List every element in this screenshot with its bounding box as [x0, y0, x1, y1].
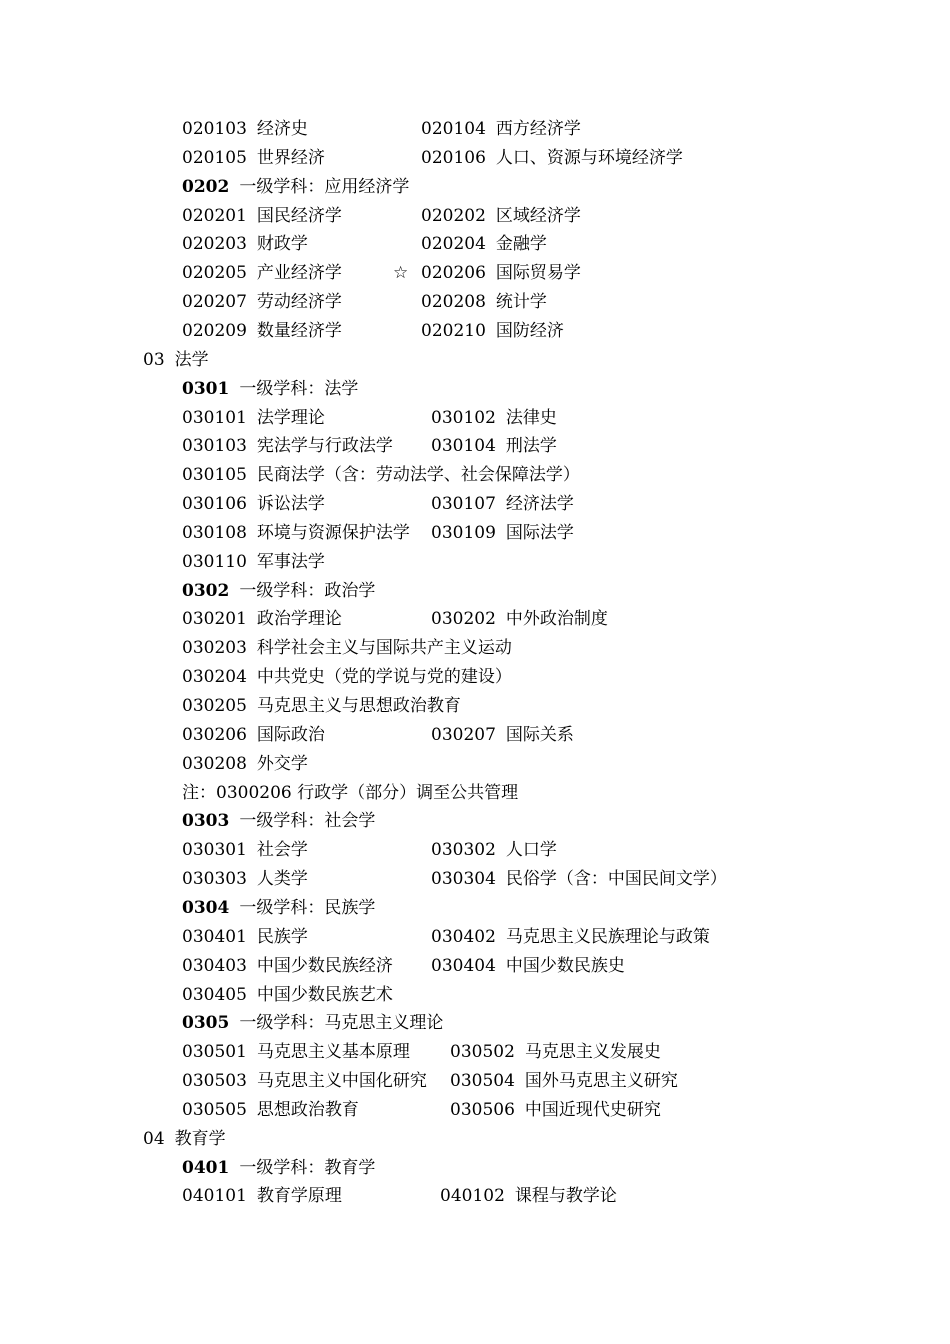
left-entry	[182, 463, 580, 487]
discipline-heading	[182, 579, 375, 603]
row-pair	[0, 232, 950, 256]
discipline-code: 030109	[431, 523, 496, 543]
discipline-code: 020201	[182, 206, 247, 226]
row-single	[0, 694, 950, 718]
discipline-name: 西方经济学	[495, 119, 581, 139]
row-single	[0, 636, 950, 660]
first-level-discipline-heading	[0, 896, 950, 920]
right-entry	[431, 521, 574, 545]
row-pair	[0, 434, 950, 458]
discipline-code: 030206	[182, 725, 247, 745]
discipline-name: 刑法学	[505, 436, 557, 456]
discipline-name: 教育学原理	[256, 1186, 342, 1206]
discipline-name: 马克思主义与思想政治教育	[256, 696, 461, 716]
discipline-name: 劳动经济学	[256, 292, 342, 312]
heading-label: 一级学科：教育学	[239, 1158, 376, 1178]
left-entry	[182, 925, 308, 949]
category-title	[143, 1127, 226, 1151]
heading-code: 0202	[182, 177, 230, 197]
row-pair	[0, 319, 950, 343]
left-entry	[182, 319, 342, 343]
discipline-code: 030303	[182, 869, 247, 889]
left-entry	[182, 867, 308, 891]
row-pair	[0, 146, 950, 170]
left-entry	[182, 954, 393, 978]
right-entry	[431, 492, 574, 516]
row-single	[0, 752, 950, 776]
discipline-name: 民商法学（含：劳动法学、社会保障法学）	[256, 465, 580, 485]
discipline-heading	[182, 1156, 375, 1180]
discipline-name: 统计学	[495, 292, 547, 312]
discipline-heading	[182, 1011, 443, 1035]
discipline-code: 030101	[182, 408, 247, 428]
discipline-code: 020204	[421, 234, 486, 254]
discipline-name: 人口、资源与环境经济学	[495, 148, 683, 168]
discipline-code: 020106	[421, 148, 486, 168]
row-pair	[0, 406, 950, 430]
discipline-name: 国际法学	[505, 523, 574, 543]
category-title	[143, 348, 209, 372]
discipline-name: 中外政治制度	[505, 609, 608, 629]
discipline-name: 中国少数民族艺术	[256, 985, 393, 1005]
discipline-name: 中国近现代史研究	[524, 1100, 661, 1120]
row-single	[0, 550, 950, 574]
left-entry	[182, 636, 512, 660]
star-icon: ☆	[393, 263, 409, 283]
discipline-name: 人类学	[256, 869, 308, 889]
left-entry	[182, 434, 393, 458]
right-entry	[421, 319, 564, 343]
heading-code: 0302	[182, 581, 230, 601]
row-pair	[0, 1069, 950, 1093]
discipline-code: 030207	[431, 725, 496, 745]
right-entry	[431, 723, 574, 747]
row-pair	[0, 521, 950, 545]
category-code: 04	[143, 1129, 165, 1149]
left-entry	[182, 1069, 427, 1093]
heading-label: 一级学科：法学	[239, 379, 359, 399]
discipline-name: 国民经济学	[256, 206, 342, 226]
discipline-code: 020203	[182, 234, 247, 254]
row-pair	[0, 867, 950, 891]
discipline-name: 宪法学与行政法学	[256, 436, 393, 456]
row-single	[0, 665, 950, 689]
category-code: 03	[143, 350, 165, 370]
discipline-code: 030203	[182, 638, 247, 658]
row-pair	[0, 261, 950, 285]
discipline-heading	[182, 377, 358, 401]
left-entry	[182, 723, 325, 747]
discipline-code: 030204	[182, 667, 247, 687]
row-pair	[0, 290, 950, 314]
row-pair	[0, 492, 950, 516]
discipline-name: 思想政治教育	[256, 1100, 359, 1120]
discipline-code: 030404	[431, 956, 496, 976]
right-entry	[431, 954, 625, 978]
discipline-name: 环境与资源保护法学	[256, 523, 410, 543]
right-entry	[431, 607, 608, 631]
heading-code: 0303	[182, 811, 230, 831]
note-line	[0, 781, 950, 805]
left-entry	[182, 492, 325, 516]
first-level-discipline-heading	[0, 1156, 950, 1180]
row-pair	[0, 838, 950, 862]
left-entry	[182, 261, 342, 285]
discipline-name: 民族学	[256, 927, 308, 947]
left-entry	[182, 607, 342, 631]
discipline-code: 030106	[182, 494, 247, 514]
left-entry	[182, 117, 308, 141]
row-pair	[0, 1098, 950, 1122]
first-level-discipline-heading	[0, 579, 950, 603]
discipline-name: 区域经济学	[495, 206, 581, 226]
note-text: 注：0300206 行政学（部分）调至公共管理	[182, 783, 519, 803]
first-level-discipline-heading	[0, 377, 950, 401]
heading-code: 0301	[182, 379, 230, 399]
left-entry	[182, 838, 308, 862]
row-pair	[0, 723, 950, 747]
left-entry	[182, 983, 393, 1007]
left-entry	[182, 521, 410, 545]
left-entry	[182, 146, 325, 170]
category-heading	[0, 1127, 950, 1151]
right-entry	[421, 146, 683, 170]
left-entry	[182, 406, 325, 430]
discipline-name: 政治学理论	[256, 609, 342, 629]
row-pair	[0, 204, 950, 228]
discipline-code: 030502	[450, 1042, 515, 1062]
discipline-code: 030302	[431, 840, 496, 860]
first-level-discipline-heading	[0, 1011, 950, 1035]
discipline-name: 国外马克思主义研究	[524, 1071, 678, 1091]
discipline-code: 030102	[431, 408, 496, 428]
right-entry	[450, 1098, 661, 1122]
discipline-name: 马克思主义发展史	[524, 1042, 661, 1062]
heading-label: 一级学科：社会学	[239, 811, 376, 831]
left-entry	[182, 665, 512, 689]
heading-label: 一级学科：应用经济学	[239, 177, 410, 197]
category-label: 法学	[174, 350, 209, 370]
discipline-code: 030105	[182, 465, 247, 485]
heading-label: 一级学科：马克思主义理论	[239, 1013, 444, 1033]
row-single	[0, 983, 950, 1007]
row-pair	[0, 1040, 950, 1064]
discipline-code: 020207	[182, 292, 247, 312]
discipline-name: 外交学	[256, 754, 308, 774]
discipline-code: 030505	[182, 1100, 247, 1120]
discipline-name: 社会学	[256, 840, 308, 860]
discipline-code: 030503	[182, 1071, 247, 1091]
discipline-code: 030205	[182, 696, 247, 716]
discipline-code: 040101	[182, 1186, 247, 1206]
left-entry	[182, 1040, 410, 1064]
left-entry	[182, 290, 342, 314]
discipline-name: 国际政治	[256, 725, 325, 745]
first-level-discipline-heading	[0, 809, 950, 833]
discipline-code: 030506	[450, 1100, 515, 1120]
category-label: 教育学	[174, 1129, 226, 1149]
discipline-code: 030402	[431, 927, 496, 947]
heading-label: 一级学科：政治学	[239, 581, 376, 601]
row-pair	[0, 1184, 950, 1208]
discipline-code: 030403	[182, 956, 247, 976]
discipline-name: 中共党史（党的学说与党的建设）	[256, 667, 512, 687]
discipline-name: 科学社会主义与国际共产主义运动	[256, 638, 512, 658]
row-pair	[0, 925, 950, 949]
left-entry	[182, 1184, 342, 1208]
discipline-code: 030108	[182, 523, 247, 543]
discipline-heading	[182, 175, 409, 199]
right-entry	[440, 1184, 617, 1208]
right-entry	[450, 1069, 678, 1093]
discipline-code: 020206	[421, 263, 486, 283]
right-entry	[431, 406, 557, 430]
right-entry	[431, 867, 727, 891]
discipline-code: 030202	[431, 609, 496, 629]
discipline-name: 马克思主义中国化研究	[256, 1071, 427, 1091]
category-heading	[0, 348, 950, 372]
discipline-name: 财政学	[256, 234, 308, 254]
discipline-name: 军事法学	[256, 552, 325, 572]
discipline-code: 020104	[421, 119, 486, 139]
discipline-name: 世界经济	[256, 148, 325, 168]
right-entry	[431, 434, 557, 458]
discipline-code: 030504	[450, 1071, 515, 1091]
discipline-code: 030104	[431, 436, 496, 456]
right-entry	[421, 204, 581, 228]
discipline-code: 030107	[431, 494, 496, 514]
discipline-code: 030201	[182, 609, 247, 629]
discipline-name: 中国少数民族经济	[256, 956, 393, 976]
discipline-code: 020208	[421, 292, 486, 312]
discipline-code: 030401	[182, 927, 247, 947]
discipline-name: 课程与教学论	[514, 1186, 617, 1206]
discipline-code: 030301	[182, 840, 247, 860]
discipline-code: 020209	[182, 321, 247, 341]
discipline-code: 030208	[182, 754, 247, 774]
discipline-code: 040102	[440, 1186, 505, 1206]
discipline-code: 020210	[421, 321, 486, 341]
left-entry	[182, 550, 325, 574]
discipline-heading	[182, 809, 375, 833]
discipline-name: 法律史	[505, 408, 557, 428]
discipline-name: 诉讼法学	[256, 494, 325, 514]
discipline-code: 020205	[182, 263, 247, 283]
discipline-name: 经济法学	[505, 494, 574, 514]
left-entry	[182, 204, 342, 228]
right-entry	[421, 290, 547, 314]
discipline-code: 020202	[421, 206, 486, 226]
row-single	[0, 463, 950, 487]
right-entry	[431, 838, 557, 862]
right-entry	[450, 1040, 661, 1064]
heading-code: 0401	[182, 1158, 230, 1178]
right-entry	[421, 261, 581, 285]
right-entry	[421, 117, 581, 141]
discipline-name: 中国少数民族史	[505, 956, 625, 976]
discipline-name: 马克思主义基本原理	[256, 1042, 410, 1062]
row-pair	[0, 607, 950, 631]
discipline-name: 人口学	[505, 840, 557, 860]
discipline-name: 国防经济	[495, 321, 564, 341]
discipline-name: 经济史	[256, 119, 308, 139]
left-entry	[182, 694, 461, 718]
discipline-name: 国际关系	[505, 725, 574, 745]
discipline-heading	[182, 896, 375, 920]
heading-label: 一级学科：民族学	[239, 898, 376, 918]
left-entry	[182, 752, 308, 776]
discipline-name: 马克思主义民族理论与政策	[505, 927, 710, 947]
first-level-discipline-heading	[0, 175, 950, 199]
left-entry	[182, 232, 308, 256]
right-entry	[421, 232, 547, 256]
discipline-code: 020105	[182, 148, 247, 168]
discipline-name: 金融学	[495, 234, 547, 254]
heading-code: 0304	[182, 898, 230, 918]
discipline-code: 030304	[431, 869, 496, 889]
discipline-code: 030110	[182, 552, 247, 572]
discipline-code: 030405	[182, 985, 247, 1005]
discipline-name: 法学理论	[256, 408, 325, 428]
heading-code: 0305	[182, 1013, 230, 1033]
discipline-name: 国际贸易学	[495, 263, 581, 283]
row-pair	[0, 117, 950, 141]
discipline-name: 数量经济学	[256, 321, 342, 341]
discipline-name: 产业经济学	[256, 263, 342, 283]
left-entry	[182, 1098, 359, 1122]
right-entry	[431, 925, 710, 949]
discipline-name: 民俗学（含：中国民间文学）	[505, 869, 727, 889]
discipline-code: 020103	[182, 119, 247, 139]
row-pair	[0, 954, 950, 978]
discipline-code: 030103	[182, 436, 247, 456]
discipline-code: 030501	[182, 1042, 247, 1062]
